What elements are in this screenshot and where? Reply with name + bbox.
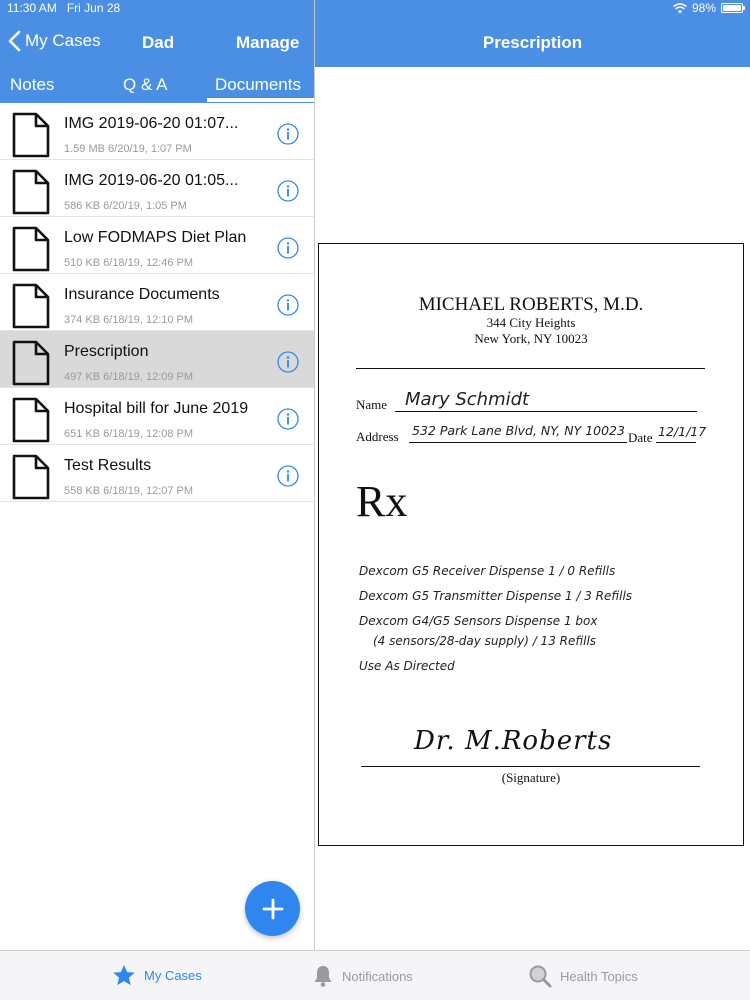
file-icon (12, 397, 50, 443)
tab-my-cases[interactable] (112, 964, 202, 987)
time-text: 11:30 AM (7, 1, 57, 15)
info-icon[interactable] (277, 237, 299, 259)
active-tab-indicator (207, 98, 314, 102)
plus-icon (262, 898, 284, 920)
doctor-name: MICHAEL ROBERTS, M.D. (418, 294, 644, 315)
patient-address: 532 Park Lane Blvd, NY, NY 10023 (412, 423, 625, 438)
header-rule (356, 368, 705, 369)
document-row[interactable] (0, 445, 314, 502)
rx-item: Use As Directed (359, 659, 455, 673)
back-label: My Cases (25, 31, 101, 50)
document-title: IMG 2019-06-20 01:05... (64, 172, 239, 189)
info-icon[interactable] (277, 465, 299, 487)
document-title: Test Results (64, 457, 152, 474)
rx-symbol: Rx (356, 477, 408, 526)
tab-documents[interactable]: Documents (215, 75, 301, 94)
battery-icon (721, 3, 743, 13)
doctor-address-line2: New York, NY 10023 (474, 331, 588, 346)
file-icon (12, 454, 50, 500)
document-title: Insurance Documents (64, 286, 220, 303)
name-label: Name (356, 397, 388, 412)
prescription-document (318, 243, 744, 846)
document-title: Hospital bill for June 2019 (64, 400, 249, 417)
address-label: Address (356, 429, 399, 444)
battery-percent: 98% (691, 1, 716, 15)
document-row[interactable] (0, 388, 314, 445)
file-icon (12, 340, 50, 386)
patient-name: Mary Schmidt (405, 389, 530, 410)
signature-rule (361, 766, 700, 767)
document-meta: 497 KB 6/18/19, 12:09 PM (64, 371, 194, 383)
file-icon (12, 283, 50, 329)
date-rule (656, 442, 696, 443)
chevron-left-icon (8, 30, 21, 52)
document-meta: 586 KB 6/20/19, 1:05 PM (64, 200, 187, 212)
star-icon (112, 964, 136, 987)
prescription-date: 12/1/17 (658, 424, 707, 439)
rx-item: Dexcom G5 Receiver Dispense 1 / 0 Refills (359, 564, 616, 578)
battery-level (723, 5, 741, 11)
document-meta: 1.59 MB 6/20/19, 1:07 PM (64, 143, 192, 155)
status-bar-right (673, 1, 743, 15)
tab-qa[interactable]: Q & A (123, 75, 168, 94)
file-icon (12, 226, 50, 272)
section-tabs (0, 67, 314, 103)
info-icon[interactable] (277, 294, 299, 316)
date-label: Date (628, 430, 653, 445)
tab-notes[interactable]: Notes (10, 75, 55, 94)
file-icon (12, 169, 50, 215)
rx-item: Dexcom G4/G5 Sensors Dispense 1 box (359, 614, 598, 628)
document-meta: 558 KB 6/18/19, 12:07 PM (64, 485, 194, 497)
bell-icon (312, 964, 334, 988)
back-button[interactable] (8, 30, 101, 52)
document-list (0, 103, 314, 502)
tab-notifications-label: Notifications (342, 968, 413, 984)
document-row[interactable] (0, 331, 314, 388)
status-bar-time (7, 1, 120, 15)
signature: Dr. M.Roberts (414, 726, 613, 756)
detail-title: Prescription (482, 33, 583, 52)
wifi-icon (673, 3, 687, 14)
case-title: Dad (142, 33, 175, 52)
document-meta: 651 KB 6/18/19, 12:08 PM (64, 428, 194, 440)
info-icon[interactable] (277, 180, 299, 202)
tab-health-topics[interactable] (528, 964, 638, 988)
search-icon (528, 964, 552, 988)
document-title: IMG 2019-06-20 01:07... (64, 115, 239, 132)
manage-button[interactable]: Manage (236, 33, 300, 52)
document-title: Prescription (64, 343, 149, 360)
rx-item: Dexcom G5 Transmitter Dispense 1 / 3 Refills (359, 589, 633, 603)
document-row[interactable] (0, 274, 314, 331)
rx-item: (4 sensors/28-day supply) / 13 Refills (373, 634, 597, 648)
address-rule (409, 442, 627, 443)
document-meta: 374 KB 6/18/19, 12:10 PM (64, 314, 194, 326)
tab-health-topics-label: Health Topics (560, 968, 638, 984)
pane-divider (314, 0, 315, 950)
document-row[interactable] (0, 217, 314, 274)
doctor-address-line1: 344 City Heights (486, 315, 576, 330)
signature-label: (Signature) (501, 770, 561, 785)
date-text: Fri Jun 28 (66, 1, 121, 15)
document-row[interactable] (0, 103, 314, 160)
name-rule (395, 411, 697, 412)
tab-my-cases-label: My Cases (144, 968, 202, 983)
info-icon[interactable] (277, 123, 299, 145)
tab-notifications[interactable] (312, 964, 413, 988)
bottom-tab-bar (0, 950, 750, 1000)
document-meta: 510 KB 6/18/19, 12:46 PM (64, 257, 194, 269)
document-title: Low FODMAPS Diet Plan (64, 229, 247, 246)
top-navigation-bar (0, 0, 750, 67)
file-icon (12, 112, 50, 158)
info-icon[interactable] (277, 351, 299, 373)
info-icon[interactable] (277, 408, 299, 430)
document-row[interactable] (0, 160, 314, 217)
add-document-button[interactable] (245, 881, 300, 936)
